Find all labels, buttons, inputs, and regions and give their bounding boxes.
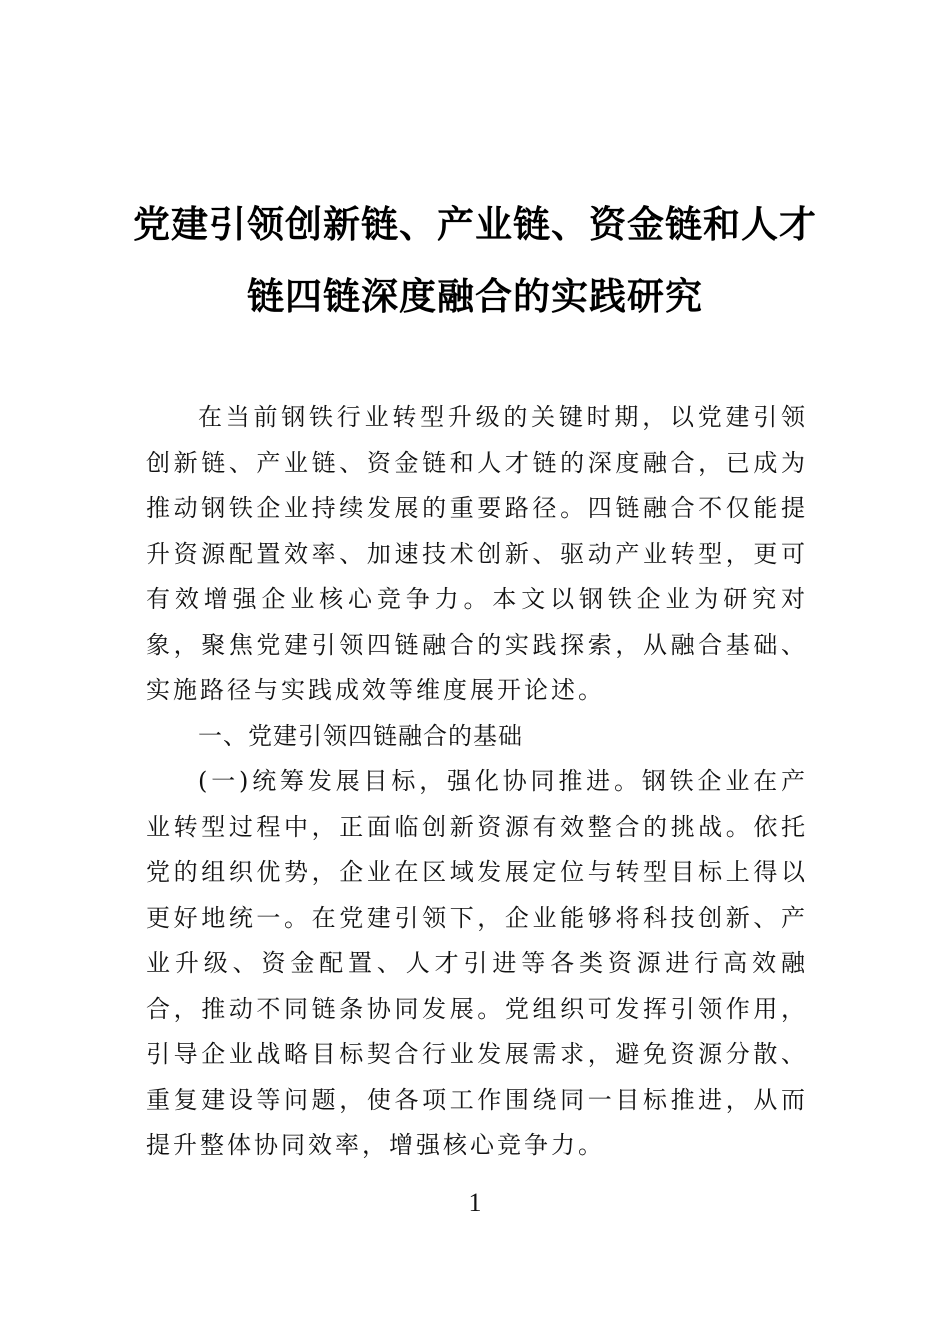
section-heading: 一、党建引领四链融合的基础 bbox=[198, 721, 523, 750]
subsection-paragraph bbox=[146, 759, 808, 1169]
title-line-2: 链四链深度融合的实践研究 bbox=[247, 274, 703, 318]
document-body bbox=[146, 395, 808, 1169]
subsection-text: 钢铁企业在产业转型过程中，正面临创新资源有效整合的挑战。依托党的组织优势，企业在区域发展定位与转型目标上得以更好地统一。在党建引领下，企业能够将科技创新、产业升级、资金配置、人才引进等各类资源进行高效融合，推动不同链条协同发展。党组织可发挥引领作用，引导企业战略目标契合行业发展需求，避免资源分散、重复建设等问题，使各项工作围绕同一目标推进，从而提升整体协同效率，增强核心竞争力。 bbox=[146, 767, 808, 1159]
subsection-lead: (一)统筹发展目标，强化协同推进。 bbox=[198, 767, 642, 795]
page-number: 1 bbox=[468, 1188, 482, 1217]
intro-paragraph: 在当前钢铁行业转型升级的关键时期，以党建引领创新链、产业链、资金链和人才链的深度融合，已成为推动钢铁企业持续发展的重要路径。四链融合不仅能提升资源配置效率、加速技术创新、驱动产业转型，更可有效增强企业核心竞争力。本文以钢铁企业为研究对象，聚焦党建引领四链融合的实践探索，从融合基础、实施路径与实践成效等维度展开论述。 bbox=[146, 403, 808, 704]
document-title bbox=[120, 188, 830, 332]
title-line-1: 党建引领创新链、产业链、资金链和人才 bbox=[133, 202, 817, 246]
